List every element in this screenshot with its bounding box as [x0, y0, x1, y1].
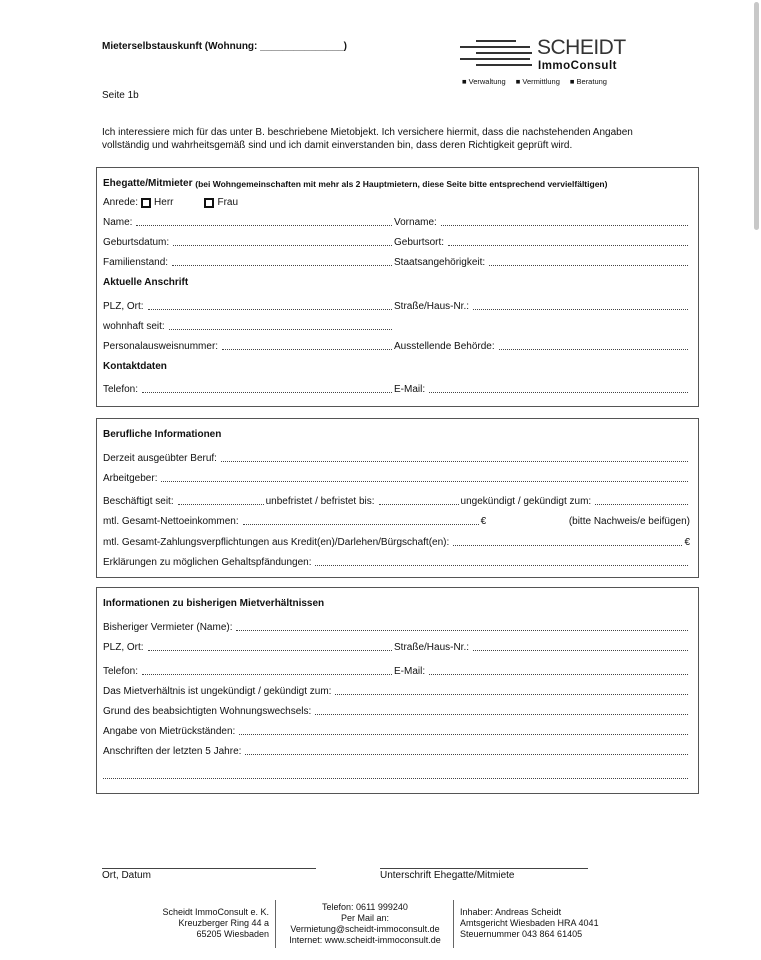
field-label: Vermittlung: [522, 77, 560, 86]
field-label: Erklärungen zu möglichen Gehaltspfändungen:: [103, 557, 312, 568]
field-label: Familienstand:: [103, 257, 169, 268]
kuendigung-field[interactable]: [335, 694, 688, 695]
field-label: Das Mietverhältnis ist ungekündigt / gekündigt zum:: [103, 686, 332, 697]
text: ■ Verwaltung: [462, 77, 506, 86]
field-label: E-Mail:: [394, 384, 426, 395]
beruf-field[interactable]: [221, 461, 688, 462]
name-field[interactable]: [136, 225, 392, 226]
field-label: Geburtsdatum:: [103, 237, 170, 248]
vorname-field[interactable]: [441, 225, 688, 226]
field-label: Anschriften der letzten 5 Jahre:: [103, 746, 242, 757]
field-label: Angabe von Mietrückständen:: [103, 726, 236, 737]
field-label: Arbeitgeber:: [103, 473, 158, 484]
field-label: wohnhaft seit:: [103, 321, 165, 332]
checkbox-herr[interactable]: [141, 198, 151, 208]
logo-subname: ImmoConsult: [538, 60, 617, 72]
vermieter-field[interactable]: [236, 630, 688, 631]
email-field[interactable]: [429, 392, 688, 393]
checkbox-frau[interactable]: [204, 198, 214, 208]
telefon-field[interactable]: [142, 392, 392, 393]
staatsangehoerigkeit-field[interactable]: [489, 265, 688, 266]
section-title: Berufliche Informationen: [103, 429, 222, 440]
text: ■ Vermittlung: [515, 77, 560, 86]
field-label: mtl. Gesamt-Zahlungsverpflichtungen aus Kredit(en)/Darlehen/Bürgschaft(en):: [103, 537, 450, 548]
footer-address: Scheidt ImmoConsult e. K. Kreuzberger Ring 44 a 65205 Wiesbaden: [162, 907, 269, 939]
anschriften-extra-field[interactable]: [103, 778, 688, 779]
field-label: Grund des beabsichtigten Wohnungswechsels:: [103, 706, 312, 717]
familienstand-field[interactable]: [172, 265, 392, 266]
field-label: Bisheriger Vermieter (Name):: [103, 622, 233, 633]
field-label: Straße/Haus-Nr.:: [394, 301, 470, 312]
section-title: Informationen zu bisherigen Mietverhältnissen: [103, 598, 325, 609]
arbeitgeber-field[interactable]: [161, 481, 688, 482]
zahlung-field[interactable]: [453, 545, 682, 546]
section-beruf: [96, 418, 699, 578]
plz-ort-field[interactable]: [148, 309, 392, 310]
ort-datum-label: Ort, Datum: [102, 870, 151, 881]
unterschrift-label: Unterschrift Ehegatte/Mitmiete: [380, 870, 515, 881]
behoerde-field[interactable]: [499, 349, 688, 350]
subheading-anschrift: Aktuelle Anschrift: [103, 277, 189, 288]
field-label: Straße/Haus-Nr.:: [394, 642, 470, 653]
intro-text: Ich interessiere mich für das unter B. beschriebene Mietobjekt. Ich versichere hiermit, dass die nachstehenden Angaben vollständig und wahrheitsgemäß sind und ich damit einverstanden bin, dass deren Richtigkeit geprüft wird.: [102, 127, 633, 151]
field-label: Staatsangehörigkeit:: [394, 257, 486, 268]
ausweis-field[interactable]: [222, 349, 392, 350]
rueckstand-field[interactable]: [239, 734, 688, 735]
pfaendung-field[interactable]: [315, 565, 688, 566]
field-label: PLZ, Ort:: [103, 301, 144, 312]
field-label: (bitte Nachweis/e beifügen): [568, 516, 690, 527]
signature-line-datum[interactable]: [102, 868, 316, 869]
strasse-field[interactable]: [473, 650, 688, 651]
netto-field[interactable]: [243, 524, 479, 525]
form-title: Mieterselbstauskunft (Wohnung: _______________): [102, 41, 347, 52]
field-label: unbefristet / befristet bis:: [265, 496, 375, 507]
footer-divider: [275, 900, 276, 948]
grund-field[interactable]: [315, 714, 688, 715]
field-label: Beschäftigt seit:: [103, 496, 174, 507]
page-number: Seite 1b: [102, 90, 139, 101]
footer-contact: Telefon: 0611 999240 Per Mail an: Vermietung@scheidt-immoconsult.de Internet: www.scheidt-immoconsult.de: [289, 902, 441, 945]
logo-services: [462, 77, 607, 86]
strasse-field[interactable]: [473, 309, 688, 310]
field-label: €: [684, 537, 690, 548]
field-label: Beratung: [576, 77, 607, 86]
scrollbar[interactable]: [754, 2, 759, 230]
field-label: Telefon:: [103, 384, 139, 395]
field-label: Geburtsort:: [394, 237, 445, 248]
section-mitmieter: [96, 167, 699, 407]
subheading-kontakt: Kontaktdaten: [103, 361, 167, 372]
footer-legal: Inhaber: Andreas Scheidt Amtsgericht Wiesbaden HRA 4041 Steuernummer 043 864 61405: [460, 907, 599, 939]
text: ■ Beratung: [569, 77, 607, 86]
geburtsort-field[interactable]: [448, 245, 688, 246]
field-label: Herr: [154, 197, 174, 208]
field-label: Name:: [103, 217, 133, 228]
section-title: Ehegatte/Mitmieter: [103, 178, 193, 189]
field-label: Anrede:: [103, 197, 139, 208]
field-label: PLZ, Ort:: [103, 642, 144, 653]
field-label: €: [480, 516, 487, 527]
field-label: Frau: [217, 197, 239, 208]
field-label: Ausstellende Behörde:: [394, 341, 495, 352]
geburtsdatum-field[interactable]: [173, 245, 392, 246]
field-label: (bei Wohngemeinschaften mit mehr als 2 Hauptmietern, diese Seite bitte entsprechend vervielfältigen): [195, 179, 608, 189]
field-label: Vorname:: [394, 217, 437, 228]
field-label: Verwaltung: [468, 77, 506, 86]
beschaeftigt-seit-field[interactable]: [178, 504, 264, 505]
logo-name: SCHEIDT: [537, 36, 626, 59]
footer-divider: [453, 900, 454, 948]
field-label: mtl. Gesamt-Nettoeinkommen:: [103, 516, 239, 527]
email-field[interactable]: [429, 674, 688, 675]
field-label: E-Mail:: [394, 666, 426, 677]
plz-ort-field[interactable]: [148, 650, 392, 651]
telefon-field[interactable]: [142, 674, 392, 675]
field-label: ungekündigt / gekündigt zum:: [460, 496, 592, 507]
field-label: Personalausweisnummer:: [103, 341, 219, 352]
company-logo: [460, 36, 635, 88]
section-mietverhaeltnis: [96, 587, 699, 794]
gekuendigt-field[interactable]: [595, 504, 688, 505]
field-label: Derzeit ausgeübter Beruf:: [103, 453, 217, 464]
signature-line-unterschrift[interactable]: [380, 868, 588, 869]
befristet-field[interactable]: [379, 504, 459, 505]
anschriften-field[interactable]: [245, 754, 688, 755]
wohnhaft-seit-field[interactable]: [169, 329, 392, 330]
field-label: Telefon:: [103, 666, 139, 677]
